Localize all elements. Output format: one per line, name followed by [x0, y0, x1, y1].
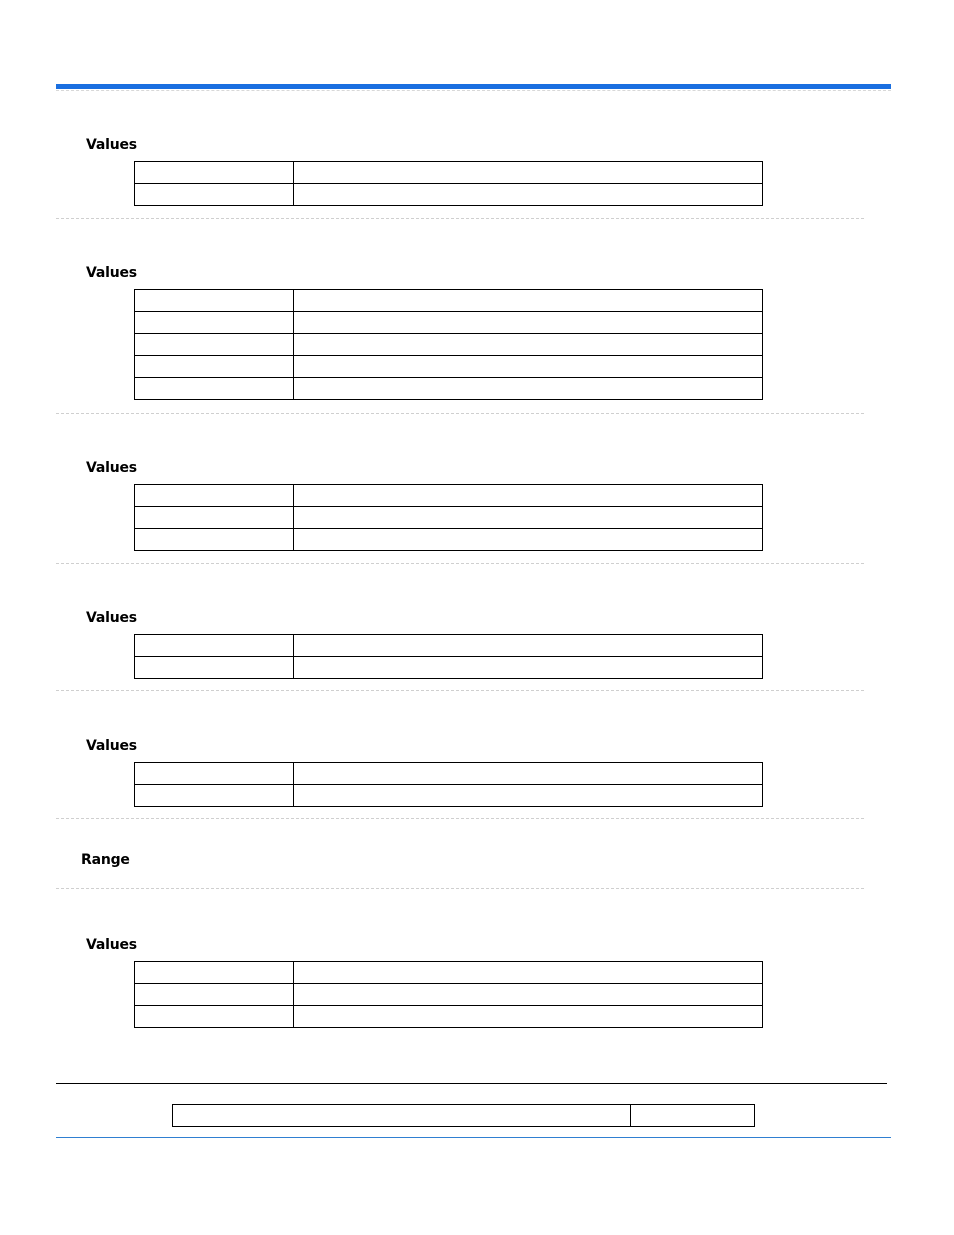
table-row: [135, 657, 763, 679]
table-cell: [135, 529, 294, 551]
section-divider: [56, 218, 864, 219]
table-cell: [294, 312, 763, 334]
table-cell: [135, 962, 294, 984]
table-cell: [294, 184, 763, 206]
table-cell: [294, 162, 763, 184]
table-cell: [135, 507, 294, 529]
table-row: [135, 984, 763, 1006]
section-5-heading: Values: [86, 738, 137, 754]
table-cell: [135, 334, 294, 356]
table-row: [135, 507, 763, 529]
table-cell: [294, 290, 763, 312]
section-1-values-table: [134, 161, 763, 206]
table-cell: [135, 290, 294, 312]
table-cell: [294, 507, 763, 529]
table-row: [135, 378, 763, 400]
section-7-heading: Values: [86, 937, 137, 953]
table-row: [135, 485, 763, 507]
table-cell: [135, 485, 294, 507]
footer-cell-right: [631, 1105, 755, 1127]
table-row: [135, 785, 763, 807]
section-3-heading: Values: [86, 460, 137, 476]
table-row: [135, 1006, 763, 1028]
table-row: [135, 334, 763, 356]
section-4-heading: Values: [86, 610, 137, 626]
table-row: [135, 290, 763, 312]
table-cell: [294, 984, 763, 1006]
section-2-values-table: [134, 289, 763, 400]
table-cell: [294, 962, 763, 984]
table-cell: [135, 162, 294, 184]
table-cell: [135, 763, 294, 785]
table-cell: [135, 785, 294, 807]
section-3-values-table: [134, 484, 763, 551]
section-divider: [56, 888, 864, 889]
footer-table: [172, 1104, 755, 1127]
table-cell: [294, 635, 763, 657]
header-accent-rule: [56, 84, 891, 89]
section-5-values-table: [134, 762, 763, 807]
table-row: [173, 1105, 755, 1127]
section-7-values-table: [134, 961, 763, 1028]
section-divider: [56, 818, 864, 819]
table-row: [135, 763, 763, 785]
table-cell: [135, 184, 294, 206]
table-cell: [135, 1006, 294, 1028]
section-6-heading: Range: [81, 852, 130, 868]
section-4-values-table: [134, 634, 763, 679]
section-divider: [56, 563, 864, 564]
table-cell: [135, 356, 294, 378]
table-cell: [294, 785, 763, 807]
table-cell: [135, 657, 294, 679]
table-row: [135, 635, 763, 657]
section-1-heading: Values: [86, 137, 137, 153]
table-row: [135, 184, 763, 206]
table-cell: [294, 356, 763, 378]
footer-accent-rule: [56, 1137, 891, 1138]
footer-cell-left: [173, 1105, 631, 1127]
footer-rule: [56, 1083, 887, 1084]
table-cell: [294, 378, 763, 400]
section-2-heading: Values: [86, 265, 137, 281]
table-cell: [294, 657, 763, 679]
table-cell: [135, 378, 294, 400]
table-cell: [135, 635, 294, 657]
table-row: [135, 529, 763, 551]
table-cell: [294, 485, 763, 507]
table-cell: [135, 984, 294, 1006]
table-cell: [135, 312, 294, 334]
section-divider: [56, 690, 864, 691]
table-cell: [294, 334, 763, 356]
table-row: [135, 962, 763, 984]
section-divider: [56, 413, 864, 414]
header-dashed-rule: [56, 90, 891, 91]
table-row: [135, 162, 763, 184]
table-cell: [294, 1006, 763, 1028]
table-cell: [294, 763, 763, 785]
table-row: [135, 312, 763, 334]
table-cell: [294, 529, 763, 551]
table-row: [135, 356, 763, 378]
